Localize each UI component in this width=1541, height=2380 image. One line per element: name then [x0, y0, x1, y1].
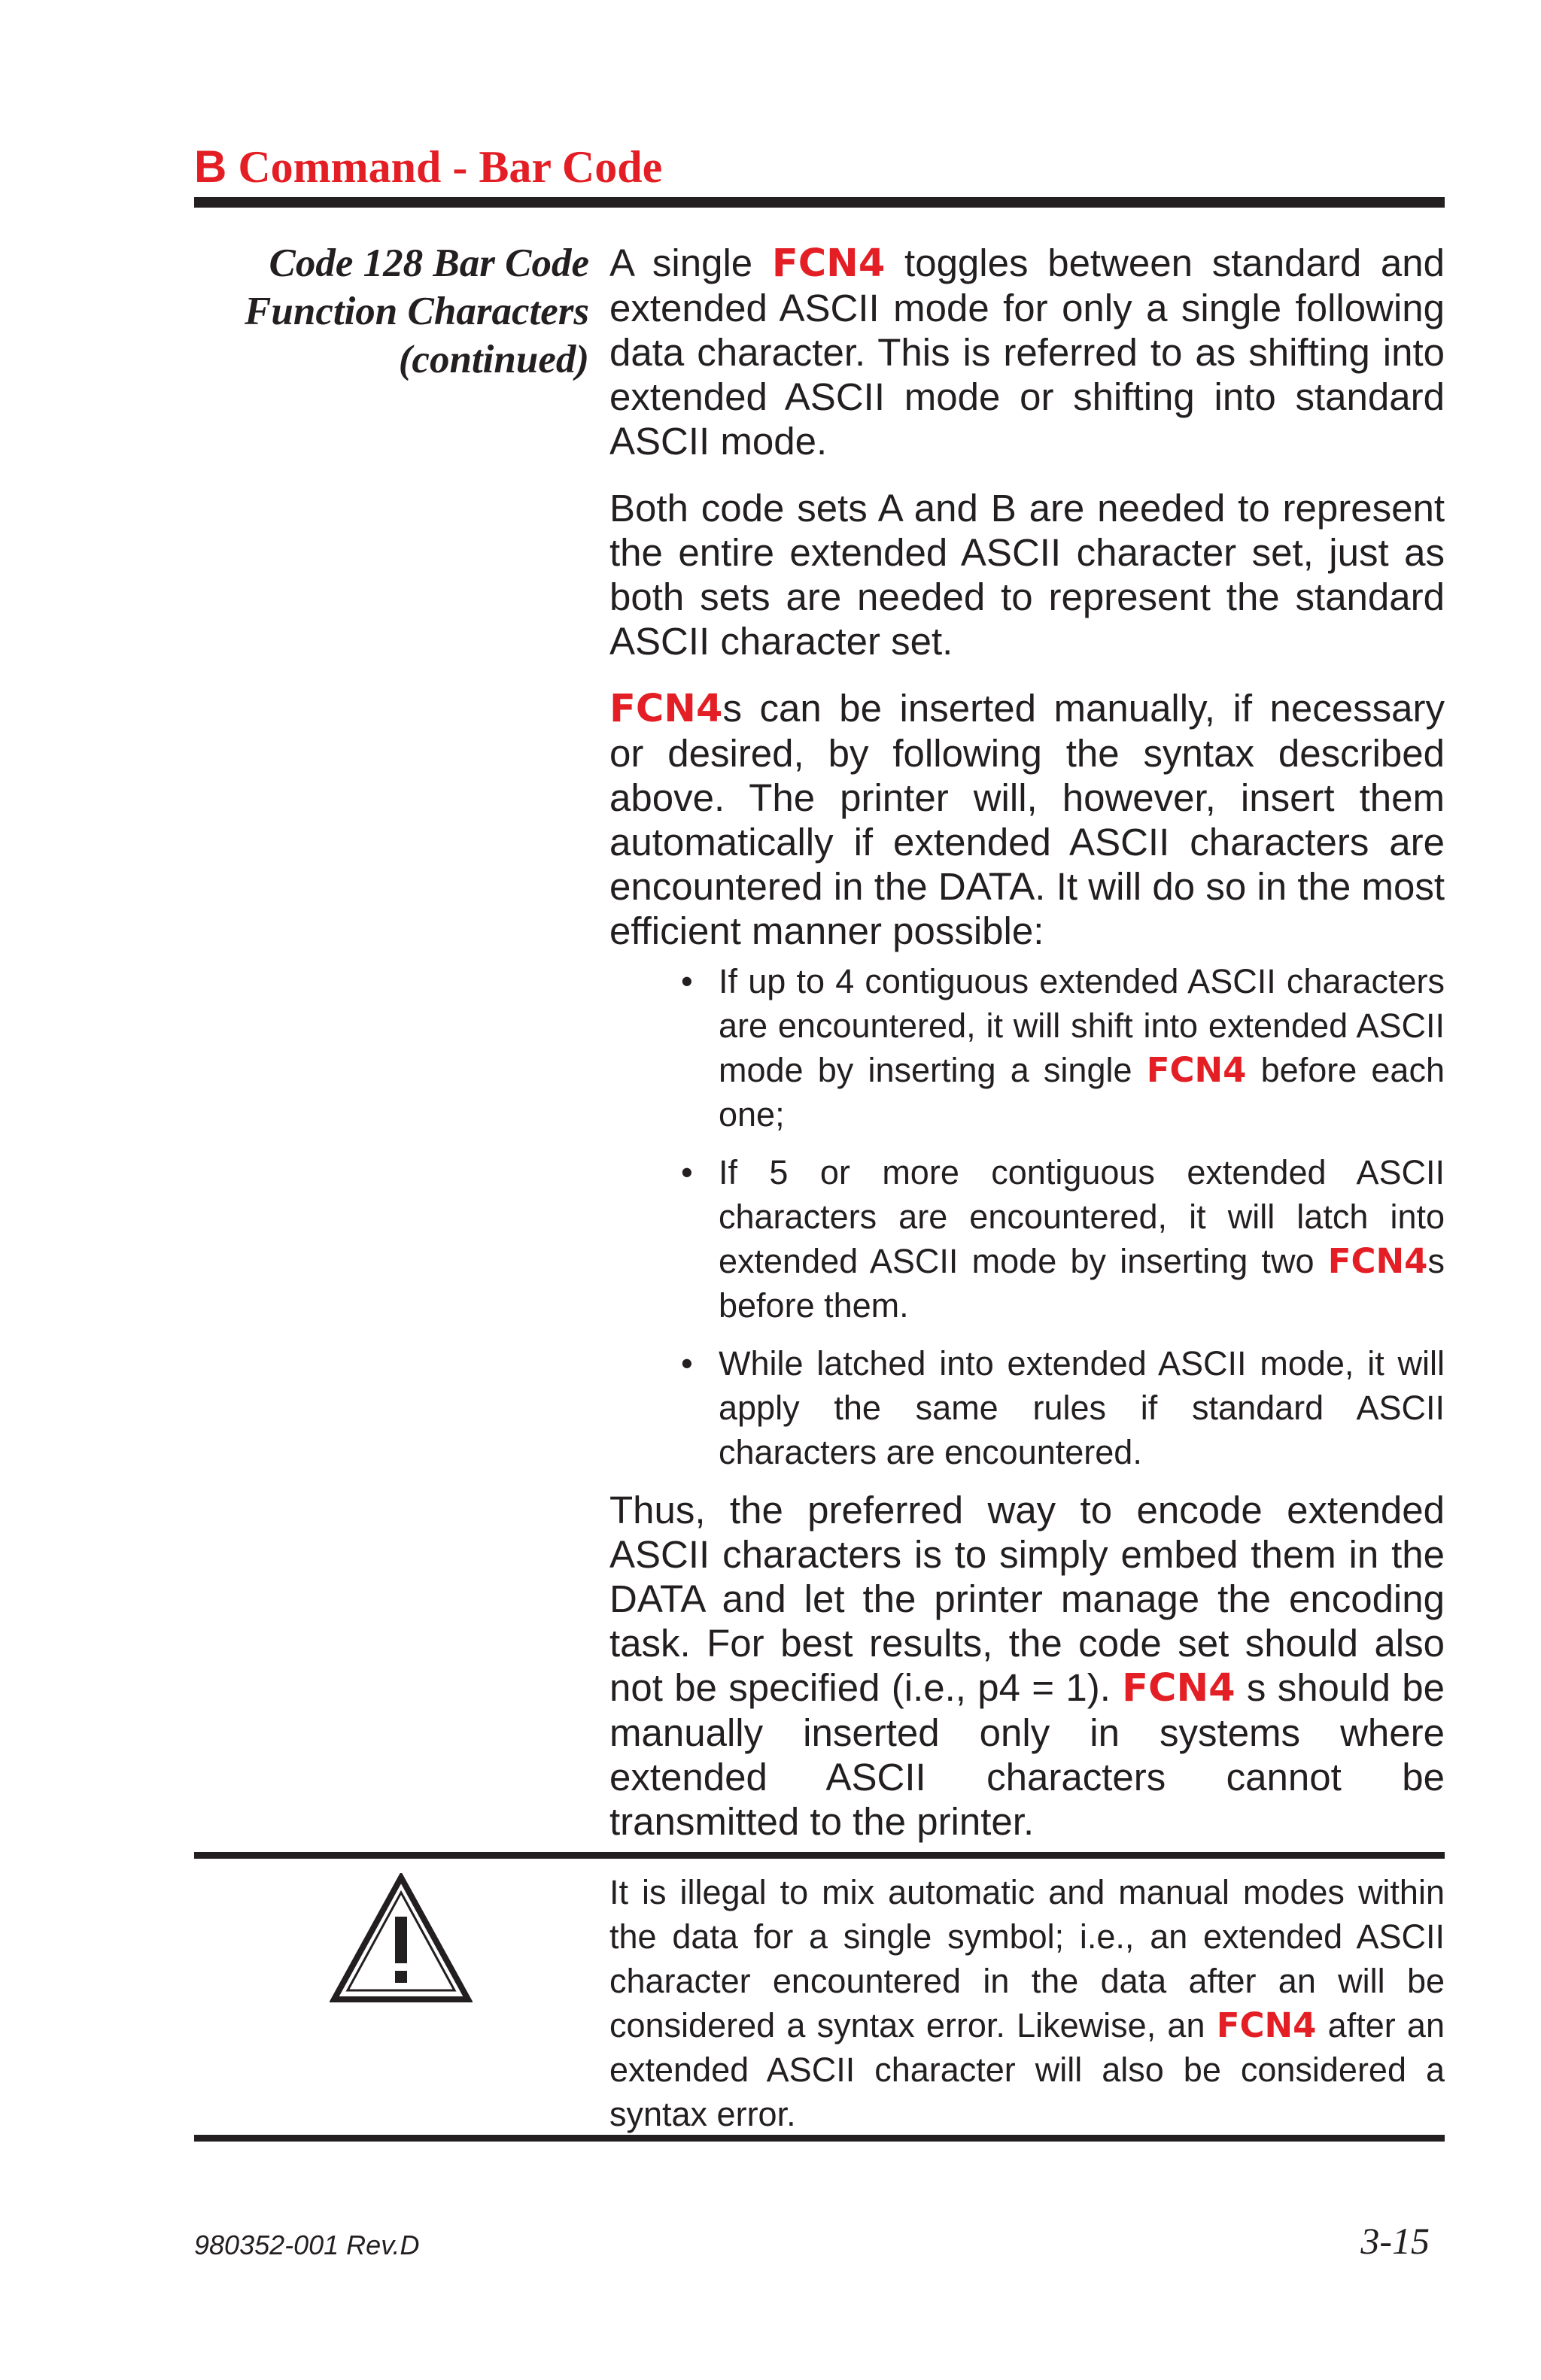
command-title: Command - Bar Code — [226, 142, 663, 192]
notice-bottom-rule — [194, 2135, 1445, 2142]
paragraph — [609, 241, 1445, 463]
list-item — [681, 959, 1445, 1137]
text-run: toggles between standard and extended ASCII mode for only a single following data character. This is referred to as shifting into extended ASCII mode or shifting into standard ASCII mode. — [609, 241, 1445, 463]
text-run: Thus, the preferred way to encode extended ASCII characters is to simply embed them in the DATA and let the printer manage the encoding task. For best results, the code set should also not be specified (i.e., p4 = 1). — [609, 1489, 1445, 1709]
text-run: after an extended ASCII character will also be considered a syntax error. — [609, 2006, 1445, 2133]
fcn4-term: FCN4 — [771, 241, 886, 286]
body-text — [609, 241, 1445, 1866]
fcn4-term: FCN4 — [1216, 2005, 1317, 2045]
text-run: If 5 or more contiguous extended ASCII characters are encountered, it will latch into extended ASCII mode by inserting two — [719, 1153, 1445, 1280]
fcn4-term: FCN4 — [1122, 1666, 1236, 1711]
paragraph: Both code sets A and B are needed to represent the entire extended ASCII character set, just as both sets are needed to represent the standard ASCII character set. — [609, 487, 1445, 663]
side-heading-line: (continued) — [398, 338, 589, 381]
text-run: s can be inserted manually, if necessary or desired, by following the syntax described above. The printer will, however, insert them automatically if extended ASCII characters are encountered in the DATA. It will do so in the most efficient manner possible: — [609, 687, 1445, 952]
text-run: While latched into extended ASCII mode, it will apply the same rules if standard ASCII characters are encountered. — [719, 1344, 1445, 1471]
fcn4-term: FCN4 — [1146, 1050, 1247, 1090]
bullet-list — [609, 959, 1445, 1474]
text-run: s before them. — [719, 1242, 1445, 1325]
command-letter: B — [194, 141, 227, 192]
fcn4-term: FCN4 — [1327, 1241, 1428, 1281]
text-run: It is illegal to mix automatic and manual modes within the data for a single symbol; i.e., an extended ASCII character encountered in the data after an will be considered a syntax error. Likewise, an — [609, 1873, 1445, 2045]
warning-notice — [609, 1870, 1445, 2136]
fcn4-term: FCN4 — [609, 687, 723, 731]
text-run: If up to 4 contiguous extended ASCII characters are encountered, it will shift into extended ASCII mode by inserting a single — [719, 962, 1445, 1089]
text-run: s should be manually inserted only in systems where extended ASCII characters cannot be transmitted to the printer. — [609, 1666, 1445, 1843]
page-header — [194, 137, 1445, 197]
side-heading — [194, 239, 589, 384]
bullet-icon: • — [681, 1344, 693, 1383]
notice-top-rule — [194, 1852, 1445, 1859]
side-heading-line: Function Characters — [245, 290, 589, 333]
paragraph — [609, 1488, 1445, 1844]
list-item — [681, 1341, 1445, 1474]
section-title — [194, 137, 1445, 197]
doc-number: 980352-001 Rev.D — [194, 2230, 420, 2260]
list-item — [681, 1150, 1445, 1328]
warning-triangle-icon — [330, 1873, 473, 2005]
bullet-icon: • — [681, 1153, 693, 1192]
bullet-icon: • — [681, 962, 693, 1000]
header-rule — [194, 197, 1445, 208]
paragraph — [609, 686, 1445, 953]
side-heading-line: Code 128 Bar Code — [269, 241, 589, 285]
text-run: before each one; — [719, 1051, 1445, 1134]
text-run: A single — [609, 241, 772, 284]
page-number: 3-15 — [1360, 2220, 1430, 2262]
